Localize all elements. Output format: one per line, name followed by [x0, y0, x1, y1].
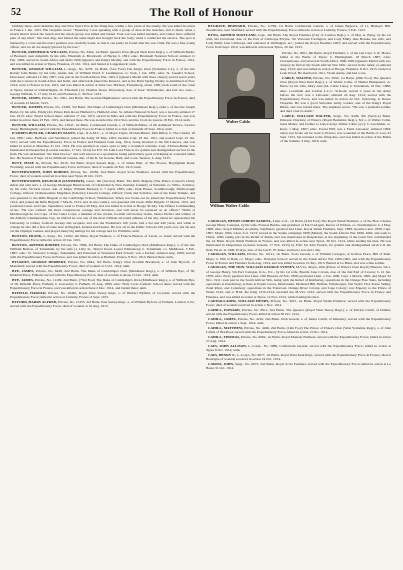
page-title: The Roll of Honour [149, 5, 254, 19]
entry-name: BYCROFT, GEORGE HERBERT, [12, 259, 67, 264]
roll-entry [10, 243, 195, 260]
entry-text: birthday there, and Christmas Day and New Year's Eve in the firing line, within a few yards of the enemy. He was killed in action in France 1 Jan. 1915. His Chaplain wrote: "Yesterday I was speaking with a group of men in the trenches, and to them, when a trench mortar struck the trench and the whole group was killed and buried. Your son was killed instantly, and cannot have suffered pain of any kind." Our men dug, and buried the same night and brought back the body, when I conducted the service. The spot is marked by a cross and the exact position was carefully noted, so that it can easily be found after the war. Unm. He was a fine young officer, and we all are deeply grieved by his loss." [10, 24, 195, 49]
roll-entry [10, 123, 195, 131]
roll-entry [206, 353, 391, 361]
roll-entry [280, 51, 391, 76]
roll-entry [206, 335, 391, 343]
entry-text: Private, No. 6844, 3rd Battn. King's Own Scottish Borderers; s. of John Bycroft, of Mansfield; served with the Expeditionary Force; died of wounds at 3 Oct. 1914; unm. [10, 259, 195, 268]
entry-text: Private, No. 4216, 2nd Battn. Irish Guards, s. of James Cahill, of Kilkenny; served with the Expeditionary Force; killed in action 1 Sept. 1914; unm. [206, 317, 391, 326]
roll-entry [206, 308, 391, 316]
roll-entry [10, 179, 195, 233]
roll-entry [10, 24, 195, 49]
entry-text: Private, No. 4496, 2nd Battn. (14th Foot) The Prince of Wales's Own (West Yorkshire Regt.), s. of John Cahill, of Bradford; served with the Expeditionary Force; killed in action 13 Oct. 1914. [206, 326, 391, 335]
entry-text: Private, No. 10121, 1st Battn. Scots Guards, s. of William Cadogan, of Grafton Place, Hill of Rath, Mayo; b. Hill of Rath, co. Mayo; educ. National School; served in the South Africa War 1900-1902, and with the Expeditionary Force in France and Flanders from Aug. 1914, and was killed in action 10 July, 1915. Buried at Le Bizet, and was a fine soldier. [206, 252, 391, 265]
entry-text: Sergt., No. 9446, 9th (Service) Battn. Princess Charlotte of Wales's (Royal Berkshire Regt.), 3rd s. of Walter Cable, Jesse Manor, and brother to Lance-Sergt. Walter Cable (q.v.); b. Lewisham, co. Kent, 1 May, 1887; educ. Forest Hill; was a Farm Labourer; enlisted 1909; when war broke out he went to France; was wounded at the Battle of Loos 25 Sept. 1915, but returned to the firing line, and was killed in action at the Battle of the Somme, 3 July, 1916; unm. [280, 114, 391, 143]
entry-name: BUXTON, FRANK, [12, 233, 43, 238]
entry-name: BYFORD, HARRY ALFRED, [12, 299, 58, 304]
entry-text: Private, No. 6082, 1st Battn. Royal Munster Fusiliers; served with the Expeditionary Force; killed in action 27 Aug. 1914. [206, 334, 391, 344]
portrait-uniform [220, 178, 261, 202]
roll-entry [206, 317, 391, 325]
entry-name: CAHILL, JAMES, [208, 317, 237, 322]
right-bottom-entries [206, 219, 391, 370]
entry-name: BYNG, ARTHUR MAITLAND, [208, 32, 257, 37]
entry-text: L.-Corpl., No. 9677, 1st Battn. Royal West Kent Regt.; served with the Expeditionary Force in France; died at Boulogne of wounds received in action 24 Oct. 1914. [206, 352, 391, 361]
entry-text: Lieut., 9th (Service) Battn. The Rifle Brigade (The Prince Consort's Own), eldest and only surv. s. of George Montague Butterworth, of Christchurch, New Zealand, formerly of Swindon, co. Wilts., Solicitor, by his wife, Victoria Grace, dau. of Major William Bernard; b. 7 April, 1885; educ. Park House, Southborough; Marlborough College, Oxford; Ordnanceshire Magdalen (Scholar); Lincoln College, Oxford; Clerk and Solicitor, and of the Inner Temple, and was gazetted to the Rifle Brigade at the Cambridge School, Wimbledon. When war broke out he joined the Expeditionary Force 1914; and joined the Rifle Brigade 7 March, 1913, and on the country, was gazetted 2nd Lieut. Rifle Brigade 17 March, 1915, and promoted Lieut. and Capt. September, went to France 29 May, and was killed in action at Hooge 30 July. The Officer Commanding wrote: "He was without the most conspicuous courage and devotion, and will never be replaced as an officer." While at Marlborough he was Capt. of the Cadet Corps, a member of the cricket, football and hockey teams, Senior Prefect and winner of the Athletic Championship Cup. At Oxford he was one of the most brilliant all-round athletes of his day, where he represented his University at cricket, football, hockey and racquets, and was the Freshman's 100 yards, had a hat and 440 yards, and while at college he also did a feat of some note in England, Ireland and Eastern. He was 1st in the Public Schools 100 yards race, his 2st and 1st the Olympic Games, and played many big innings for his college and for Wiltshire; unm. [10, 178, 195, 233]
entry-name: CABLE, WILLIAM WALTER, [282, 114, 332, 119]
entry-text: Private, No. 13485, 3rd Battn. The Duke of Cambridge's Own (Middlesex Regt.), elder s. of the late Joseph Butler, by his wife, Emily (22, Prince Park Road, Hatfield; b. Hatfield; educ. St. Albans National School; was a Groom; enlisted 17 Jan. 1913; educ. Board School there; enlisted 17 Jan. 1913; served in India and with the Expeditionary Force in France, and was killed in action there 25 Feb. 1915, and buried there. He was awarded the 1914 Star, and the Croix de Guerre 18 Feb. 1914; unm. [10, 105, 195, 122]
entry-text: Capt., 4th Battn. The Royal Fusiliers (City of London Regt.), s. of Maj. A. Byng, by his 1st wife, Ida Cleveland, dau. of the Earl of Calthorpe Elvyne, 7th Viscount Torrington, and Lady Emily Jane Bourke, his wife, and Lady Emily Jane Calthorpe, and educated at Wellington, etc.; joined the Royal Fusiliers 1903; and served with the Expeditionary Force from Sept. 1914; was killed in action near Ypres, 20 Jan. 1915. [206, 32, 391, 50]
left-column [10, 24, 195, 564]
entry-text: Private, No. 8448, 2nd Battn. The Duke of Cambridge's Own (Middlesex Regt.), s. of William Bye, of 38, Kirkdall Place, Fulham; served with the Expeditionary Force; died of wounds at Aisne 15 Oct. 1914; unm. [10, 268, 195, 277]
roll-entry [280, 114, 391, 143]
entry-name: BUTTERWORTH, REGINALD (FANSHAWE), [12, 178, 86, 183]
entry-name: CAHILL, EDWARD, [208, 308, 241, 313]
roll-entry [10, 234, 195, 242]
entry-name: D'URBEN-BUTLER, CHARLES PAGET, [12, 131, 76, 136]
entry-name: BUTLER, WILLIAM, [12, 122, 46, 127]
entry-text: Private, No. 9592, 1st Battn. (20th Foot) The Queen's Own (Royal West Kent Regt.), s. of Walter Cable, of Hemel Hempstead, co. Herts, by his wife, Mary Ann (44, Cable Lane), b. Tottenham, 16 Dec. 1880; educ. Levelham and Carlton L.C.C. Schools; served 2 years in the Army before the war; was a Labourer; enlisted 24 Aug. 1914; served with the Expeditionary Force, and was killed in action 22 Oct. following, at Neuve Chapelle. He was a good Salvation Army worker, and of the King's Royal Rifles, and was buried there. The Adjutant wrote: "He was a splendid soldier, and died a hero's death." [280, 76, 391, 114]
roll-entry [10, 170, 195, 178]
roll-entry [10, 161, 195, 169]
entry-name: CADWALLADER, WILLIAM HENRY, [208, 299, 270, 304]
entry-name: BYFIELD, HAROLD, [12, 290, 47, 295]
photo-caption: Walter Cable. [226, 118, 251, 124]
entry-text: Private, No. 6651, 6th Battn. Royal Fusiliers; s. of the late Capt. S. R. Hoare, killed at the Battle of Ypres; b. Hurlingham, 18 March 1887; educ. Charterhouse, and served in South Africa 1900-1902 (Queen's Medal with two clasps); he first in the South African War 1901, served in the ranks; re-enlisted Aug. 1914; and was killed in action at Hooge, Flanders, 8 Oct. 1915, buried at Leek Wood. He married in 1911, Violet Annie, and had a son. [280, 50, 391, 76]
page-number: 52 [11, 7, 21, 18]
entry-text: L.-Sergt., No. 9278, 1st Battn. (51st Foot) The King's Own (Yorkshire L.I.), s. of the late Robert John Butler, by his wife, Annie, dau. of William Ward; b. Leamington, co. York, 1 Jan. 1891; educ. St. Joseph's School, Doncaster; enlisted 12 July 1907; took part in the South African War, 1901-2 (Queen's Medal with three clasps); served seven years with the Colours in South Africa and India, and afterwards joined the Reserve, and at the Plant Spring Works; re-mobilised in Nov. 1914; went to France in Jan. 1915, and was killed in action at Zeist Ger. Harbour, Frezenberg, about 1300 yards south of the canal at Ypres; buried at Vlamertinghe; m. Elizabeth (14, Thomas Street, Doncaster), dau. of Isaac Wollamsone, and had two sons—George William, b. 17 July 1912, and Frederick, b. 30 Nov. 1913. [10, 66, 195, 96]
entry-text: Private, No. 13047, 1st Battn. Coldstream Guards, s. of William Butler, of 29, Ashmead Terrace, Lewis's Street, Birmingham; served with the Expeditionary Force in France; killed in action at Verneuil 20 Sept. 1914; unm. [10, 122, 195, 131]
portrait-uniform [227, 96, 265, 118]
portrait-face [237, 68, 255, 92]
entry-text: Lieut.-Col., 1st Battn. (23rd Foot) The Royal Welsh Fusiliers, s. of the Hon. Charles George Henry Cadogan, by his wife, Frances Bertha, and grandson of Earl Cadogan, Rector of Wicken, co. Northampton; b. 4 May, 1868; educ. Royal Military Academy, Sandhurst; gazetted 2nd Lieut. Royal Welsh Fusiliers, Sept. 1888, became Lieut. 1890, Capt. 1897, Major 1904, Lieut.-Col. 1913; served in the Sudan campaign 1898 (Medal), the South African War 1899–1902, and went to China, 1900, taking part in the Relief of Pekin, and was mentioned in Despatches; at the beginning of the Great War commanded the 1st Battn. Royal Welsh Fusiliers in France, and was killed in action near Ypres, 30 Oct. 1914, while leading his men. He was mentioned in Despatches (London Gazette, 17 Feb. 1915) by F.M. Sir John French, for gallant and distinguished service in the field. He m. in 1906, Evelyn, dau. of the late E. H. Kane, and had a son and a dau. [206, 218, 391, 252]
entry-text: Private, No. 7866, 3rd Battn. The Duke of Cambridge's Own (Middlesex Regt.), s. of the late William Buxton, of Tottenham, by his wife (1, Lilly St., Mary's Road, Lower Edmonton); b. Tottenham, co. Middlesex, 5 Feb. 1887; educ. St. Saviour's College, Tottenham, and Educated at Wanstead Park School; was a Packer; enlisted Aug. 1908; served with the Expeditionary Force in France, and was killed in action at Bailleul, France, 8 Nov. 1914. Buried there; unm. [10, 242, 195, 259]
entry-name: CADOGAN, THE HON. WILLIAM GEORGE SYDNEY, [208, 265, 296, 270]
entry-name: CABLE, WALTER, [282, 76, 312, 81]
entry-name: CADOGAN, WILLIAM, [208, 252, 246, 257]
portrait-face [230, 147, 250, 173]
entry-text: L.-Corpl., No. 5889, Coldstream Guards; served with the Expeditionary Force; killed in action at Ypres 8 Oct. 1914; unm. [206, 343, 391, 352]
entry-name: BYE, JAMES, [12, 277, 34, 282]
entry-name: CAIN, HENRY T., [208, 352, 236, 357]
entry-name: CADOGAN, HENRY OSBERT SAMUEL, [208, 218, 272, 223]
roll-entry [206, 344, 391, 352]
roll-entry [10, 50, 195, 67]
roll-entry [206, 33, 391, 50]
header-rule [10, 22, 393, 23]
entry-name: CAHILL, MATTHEW, [208, 326, 244, 330]
entry-name: BUTT, JESSE A., [12, 161, 40, 166]
entry-text: Private, No. 8911, 2nd Battn. The Queen's (Royal West Surrey Regt.), s. of Patrick Cahill, of Dublin; served with the Expeditionary Force; killed in action 30 Oct. 1914. [206, 308, 391, 317]
photo-caption: William Walter Cable. [210, 202, 251, 208]
roll-entry [10, 269, 195, 277]
entry-name: BUTLER, FREDERICK WILLIAM, [12, 49, 68, 54]
roll-entry [206, 326, 391, 334]
entry-name: BUTLER, GEORGE WILLIAM, [12, 66, 63, 71]
roll-entry [206, 362, 391, 370]
roll-entry [10, 96, 195, 104]
portrait-william-walter-cable [210, 133, 270, 203]
roll-entry [10, 278, 195, 290]
roll-entry [10, 131, 195, 160]
roll-entry [10, 291, 195, 299]
roll-entry [206, 299, 391, 307]
entry-name: CAIN, JOHN ALLISON, [208, 343, 247, 348]
right-column [206, 24, 391, 564]
roll-entry [280, 76, 391, 113]
roll-entry [10, 260, 195, 268]
roll-entry [206, 24, 391, 32]
entry-name: CAIRNS, JOHN, [208, 361, 234, 366]
entry-name: BYE, JAMES, [12, 268, 35, 273]
entry-name: BUTLER, JOSEPH, [12, 105, 43, 110]
entry-text: Private, No. 3201, 1st Battn. Royal Welsh Fusiliers; served with the Expeditionary Force; died of wounds received in action 1 Nov. 1914. [206, 299, 391, 308]
entry-text: Private, No. 3462, 1st Battn. Queen's Own (Royal West Kent Regt.), s. of William Butler, of Bonnard, near Ampthill, by his wife, Elizabeth A. Brockwell, of Bucks; b. 1891; educ. Bracknell National School; enlisted 11 Feb. 1909; served in South Africa and India 1909 (Queen's and King's Medal), and with the Expeditionary Force in France, 1914, and was killed in action at Ypres, Flanders, 21 Oct. 1914, and buried at Langemarck; unm. [10, 49, 195, 66]
entry-text: Private, No. 8219, 3rd Battn. Royal Sussex Regt., s. of James Butt, of The Flower, Hoyingham Road, Worthing; served with the Expeditionary Force in France; died of wounds 20 Feb. 1915; unm. [10, 161, 195, 170]
roll-entry [10, 67, 195, 96]
entry-text: Private, No. 11796, 1st Battn. Coldstream Guards, s. of James Bygrave, of 11, Bishop's Hill, Woodhouse, near Sheffield; served with the Expeditionary Force; killed in action at Cuinchy, France, 5 Feb. 1915. [206, 24, 391, 33]
entry-name: BYGRAVE, BERNARD, [208, 24, 246, 28]
entry-text: Private, No. 11109, 2nd Battn. (73rd Foot) The Duke of Cambridge's Own (Middlesex Regt.), s. of William Bye, of 28, Kirkdall Place, Fulham; b. Gravesley; b. Fulham, 25 Aug. 1883; educ. Holy Cross Catholic School there; served with the Expeditionary Force in France, and was killed in action there 2 Dec. 1914, and buried there; unm. [10, 277, 195, 290]
entry-text: Private, No. 15455, 3rd Battn. East Surrey Regt., s. of William Byford, of Fulham, London, S.W.; served with the Expeditionary Force; died of wounds at 10 Aug. 1915. [10, 299, 195, 308]
entry-text: Private, No. 2301, 2nd Battn. The Gordon Highlanders; served with the Expeditionary Force in France; died of wounds 12 March, 1915. [10, 96, 195, 105]
right-top-entries [206, 24, 391, 50]
entry-text: L.-Sergt., No. 10162, 4th Battn. Royal Fusiliers, s. of Francis Buxton, of Leeds, co. Kent; served with the Expeditionary Force; killed in action 10 Jan. 1915. [10, 233, 195, 242]
roll-entry [206, 265, 391, 298]
roll-entry [10, 105, 195, 122]
entry-name: BUTLER, JAMES, [12, 96, 41, 101]
portrait-walter-cable [218, 55, 274, 119]
roll-entry [10, 300, 195, 308]
photo-block [206, 51, 391, 216]
roll-entry [206, 252, 391, 264]
entry-text: Private, No. 10282, 2nd Battn. Royal Scots Fusiliers; served with the Expeditionary Force; died of wounds received in action near Ypres 20 Oct. 1915. [10, 170, 195, 179]
entry-text: Capt., R.A.M.C., s. of Major Thyne d'Urban-Butler, 49th Rifles; b. The Citadel, 18 Jan. 1881; educ. Bedford, and Sandhurst; joined the Army 18 May, 1903, became Capt. 18 Jan. 1911, and posted Capt. 25 Jan. 1911; served with the Expeditionary Force in France and Flanders from Aug. 1914, being attached to the 9th Lancers, and was killed in action at Messines 31 Oct. 1914. He was gazetted on opera open to help a wounded comrade. Capt. d'Urben-Butler was mentioned in Despatches (London Gazette, 17 Oct. 1914) for F.N. Sir John Lord French, for gallant and distinguished service in the field. He was nicknamed "the Mad Doctor," and well known as a sportsman, being particularly good at bringing in wounded under fire. He married, 8 Sept. 1914, Millicent Greene, dau. of the R. Sir Greene, Bath, and a son, Terence, b. Aug. 1915. [10, 131, 195, 161]
roll-entry [206, 219, 391, 252]
entry-name: CAHILL, THOMAS, [208, 334, 240, 339]
entry-text: Private, No. 16462, Royal West Surrey Regt., s. of Herbert Byfield, of Croydon; served with the Expeditionary Force; killed in action at Cuinchy, France, 6 Sept. 1915. [10, 290, 195, 299]
entry-name: BUTTERWORTH, JOHN ROBERT, [12, 170, 69, 175]
entry-text: M.V.O., Major, 10th (Prince of Wales's Own Royal) Hussars, 5th s. of George Henry, 5th Earl Cadogan, K.G., P.C., by his 1st wife, Beatrix Jane Craven, dau. of the 2nd Earl of Craven; b. 12 Jan. 1879; educ. Eton; gazetted 2nd Lieut. 10th Hussars 22 Feb. 1899; promoted Lieut. 1 Jan. 1900, Capt. 1 March, 1905, and Major 22 Nov. 1911; took part in the South African War, being with the Relief of Kimberley, operations in the Orange Free State, including operations at Paardeberg; actions at Poplar Grove, Driefontein, Diamond Hill, Belfast, Wittebergen, Van Wyk's Vlei, Karee Siding; Zand River, and Colesberg; operations in the Transvaal, Orange River Colony, and Cape Colony; was Equerry to the Prince of Wales 1910, and to H.M. the King 1910-1914; awarded the M.V.O. 1912; served with the Expeditionary Force in France and Flanders, and was killed in action at Ypres, 12 Nov. 1914, while leading his men. [206, 265, 391, 299]
entry-text: Sergt., No. 6672, 2nd Battn. Royal Scots Fusiliers; served with the Expeditionary Force; killed in action at Le Basse 31 Oct. 1914. [206, 361, 391, 370]
entry-name: BUXTON, ARTHUR ROBERT, [12, 242, 61, 247]
figure-side-text [280, 51, 391, 216]
